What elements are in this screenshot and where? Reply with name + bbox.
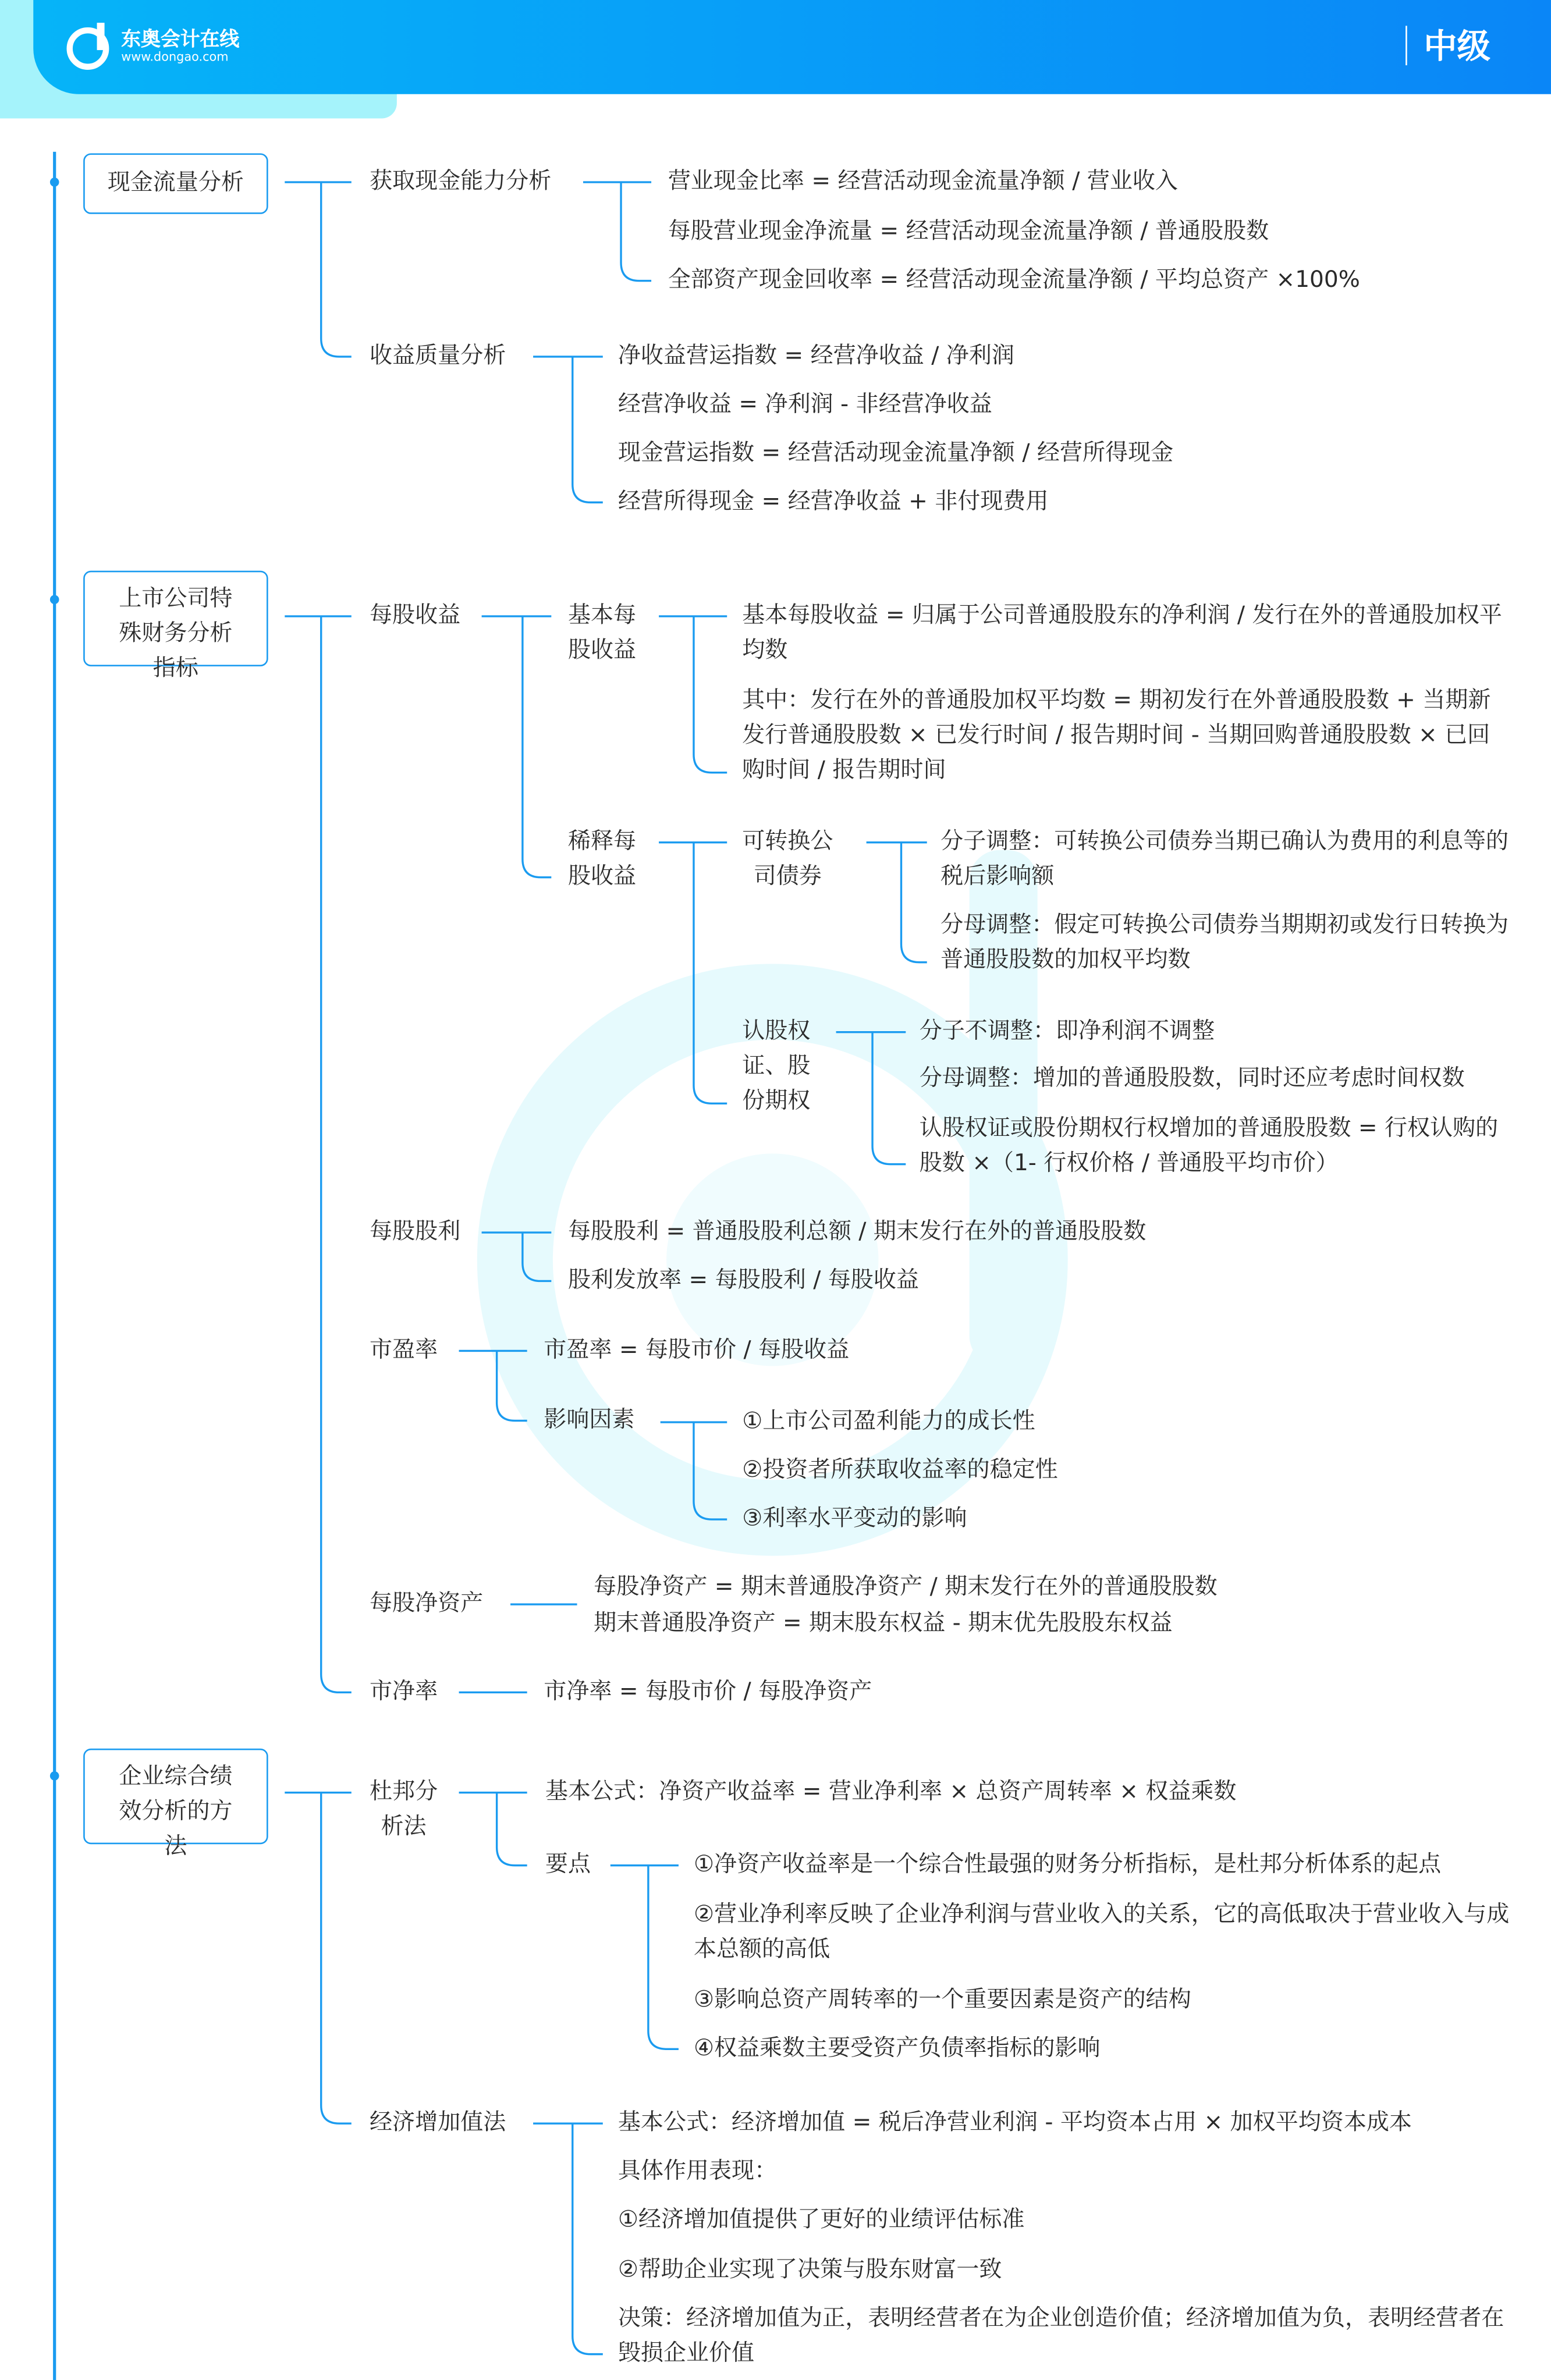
- connector: [661, 1422, 727, 1519]
- connector: [285, 182, 352, 357]
- leaf: 其中：发行在外的普通股加权平均数 = 期初发行在外普通股股数 + 当期新发行普通股股数 × 已发行时间 / 报告期时间 - 当期回购普通股股数 × 已回购时间 / 报告期时间: [742, 685, 1491, 783]
- leaf: 市净率 = 每股市价 / 每股净资产: [544, 1677, 872, 1705]
- leaf: ④权益乘数主要受资产负债率指标的影响: [693, 2034, 1101, 2062]
- leaf: 净收益营运指数 = 经营净收益 / 净利润: [617, 341, 1014, 369]
- leaf: ①净资产收益率是一个综合性最强的财务分析指标，是杜邦分析体系的起点: [693, 1850, 1442, 1878]
- connector: [583, 182, 651, 281]
- node-basic-eps[interactable]: 基本每股收益: [567, 601, 637, 663]
- leaf: 决策：经济增加值为正，表明经营者在为企业创造价值；经济增加值为负，表明经营者在毁损企业价值: [617, 2304, 1504, 2367]
- node-key-points[interactable]: 要点: [545, 1850, 591, 1878]
- leaf: 分子调整：可转换公司债券当期已确认为费用的利息等的税后影响额: [940, 827, 1509, 890]
- leaf: 分母调整：假定可转换公司债券当期期初或发行日转换为普通股股数的加权平均数: [940, 911, 1509, 973]
- leaf: 营业现金比率 = 经营活动现金流量净额 / 营业收入: [668, 166, 1178, 194]
- root-node-cash-flow[interactable]: 现金流量分析: [83, 153, 268, 214]
- logo-url: www.dongao.com: [121, 50, 229, 64]
- node-eps[interactable]: 每股收益: [370, 601, 461, 628]
- leaf: ③影响总资产周转率的一个重要因素是资产的结构: [693, 1985, 1191, 2013]
- node-convertible-bonds[interactable]: 可转换公司债券: [742, 827, 833, 890]
- leaf: 基本公式：经济增加值 = 税后净营业利润 - 平均资本占用 × 加权平均资本成本: [617, 2108, 1412, 2136]
- header-separator: [1406, 26, 1407, 65]
- leaf: ①上市公司盈利能力的成长性: [742, 1406, 1035, 1434]
- connector: [533, 2123, 603, 2354]
- leaf: 每股净资产 = 期末普通股净资产 / 期末发行在外的普通股股数: [594, 1572, 1218, 1600]
- node-pe[interactable]: 市盈率: [370, 1335, 438, 1363]
- connector: [867, 843, 927, 962]
- connector: [659, 843, 727, 1104]
- connector: [285, 1793, 352, 2124]
- leaf: 市盈率 = 每股市价 / 每股收益: [544, 1335, 850, 1363]
- node-pb[interactable]: 市净率: [370, 1677, 438, 1705]
- leaf: 基本每股收益 = 归属于公司普通股股东的净利润 / 发行在外的普通股加权平均数: [742, 601, 1502, 663]
- leaf: ②营业净利率反映了企业净利润与营业收入的关系，它的高低取决于营业收入与成本总额的高低: [693, 1900, 1510, 1963]
- leaf: 每股股利 = 普通股股利总额 / 期末发行在外的普通股股数: [567, 1217, 1147, 1245]
- connector: [459, 1351, 527, 1420]
- connector: [611, 1866, 679, 2049]
- node-earnings-quality[interactable]: 收益质量分析: [370, 341, 506, 369]
- root-node-performance[interactable]: 企业综合绩效分析的方法: [83, 1749, 268, 1844]
- node-dupont[interactable]: 杜邦分析法: [370, 1777, 438, 1840]
- node-eva[interactable]: 经济增加值法: [370, 2108, 506, 2136]
- node-factors[interactable]: 影响因素: [544, 1405, 635, 1433]
- leaf: 期末普通股净资产 = 期末股东权益 - 期末优先股股东权益: [594, 1608, 1173, 1636]
- section-dot: [50, 177, 59, 187]
- connector: [459, 1793, 527, 1866]
- leaf: 全部资产现金回收率 = 经营活动现金流量净额 / 平均总资产 ×100%: [668, 265, 1360, 293]
- main-axis: [53, 152, 55, 2380]
- leaf: ①经济增加值提供了更好的业绩评估标准: [617, 2205, 1025, 2233]
- section-dot: [50, 1771, 59, 1781]
- node-dps[interactable]: 每股股利: [370, 1217, 461, 1245]
- leaf: ②帮助企业实现了决策与股东财富一致: [617, 2255, 1002, 2283]
- node-cash-ability[interactable]: 获取现金能力分析: [370, 166, 552, 194]
- level-label: 中级: [1424, 29, 1490, 67]
- leaf: 经营所得现金 = 经营净收益 + 非付现费用: [617, 487, 1049, 515]
- root-node-listed-company[interactable]: 上市公司特殊财务分析指标: [83, 571, 268, 666]
- leaf: 股利发放率 = 每股股利 / 每股收益: [567, 1266, 919, 1294]
- node-warrants-options[interactable]: 认股权证、股份期权: [742, 1017, 811, 1114]
- leaf: 经营净收益 = 净利润 - 非经营净收益: [617, 390, 992, 418]
- connector: [285, 616, 352, 1692]
- node-diluted-eps[interactable]: 稀释每股收益: [567, 827, 637, 890]
- logo-icon: [0, 0, 1551, 122]
- logo-name: 东奥会计在线: [121, 29, 240, 52]
- section-dot: [50, 595, 59, 604]
- connector: [836, 1032, 906, 1164]
- leaf: 基本公式：净资产收益率 = 营业净利率 × 总资产周转率 × 权益乘数: [545, 1777, 1237, 1805]
- leaf: 分母调整：增加的普通股股数，同时还应考虑时间权数: [919, 1064, 1465, 1092]
- node-bvps[interactable]: 每股净资产: [370, 1589, 484, 1617]
- leaf: 每股营业现金净流量 = 经营活动现金流量净额 / 普通股股数: [668, 217, 1269, 244]
- connector: [659, 616, 727, 773]
- leaf: 现金营运指数 = 经营活动现金流量净额 / 经营所得现金: [617, 438, 1174, 466]
- connector: [533, 357, 603, 502]
- leaf: 具体作用表现：: [617, 2157, 778, 2184]
- leaf: ③利率水平变动的影响: [742, 1504, 967, 1532]
- leaf: ②投资者所获取收益率的稳定性: [742, 1455, 1058, 1483]
- leaf: 认股权证或股份期权行权增加的普通股股数 = 行权认购的股数 ×（1- 行权价格 / 普通股平均市价）: [919, 1114, 1499, 1177]
- connector: [482, 1232, 552, 1281]
- connector: [482, 616, 552, 878]
- leaf: 分子不调整：即净利润不调整: [919, 1017, 1215, 1045]
